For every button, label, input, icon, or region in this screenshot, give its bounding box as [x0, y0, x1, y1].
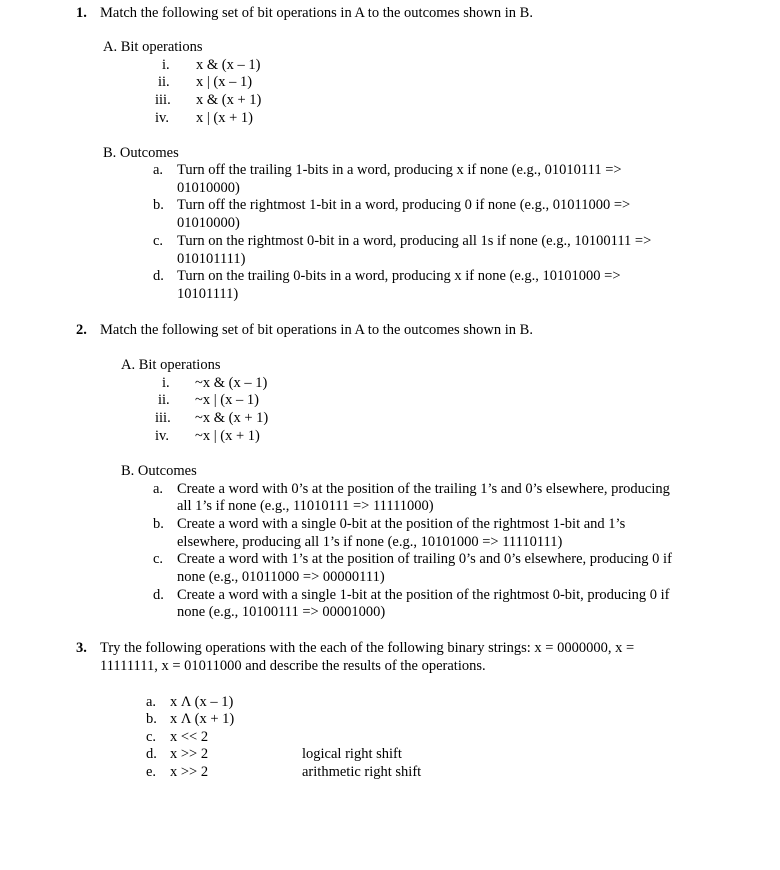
- q3-item-expr: x Λ (x – 1): [170, 694, 234, 710]
- q1-b-heading: B. Outcomes: [103, 145, 179, 161]
- q1-outcome-text: Turn on the rightmost 0-bit in a word, producing all 1s if none (e.g., 10100111 =>: [177, 233, 652, 249]
- q1-outcome-label: c.: [153, 233, 164, 249]
- q2-outcome-label: b.: [153, 516, 164, 532]
- q1-op-label: ii.: [158, 74, 170, 90]
- q2-op-expr: ~x | (x – 1): [195, 392, 259, 408]
- q2-outcome-text: Create a word with 0’s at the position of the trailing 1’s and 0’s elsewhere, producing: [177, 481, 670, 497]
- q2-number: 2.: [76, 322, 87, 338]
- q3-item-expr: x Λ (x + 1): [170, 711, 235, 727]
- q2-op-label: ii.: [158, 392, 170, 408]
- q3-item-label: b.: [146, 711, 157, 727]
- q3-item-note: arithmetic right shift: [302, 764, 422, 780]
- q2-b-heading: B. Outcomes: [121, 463, 197, 479]
- q1-outcome-label: a.: [153, 162, 164, 178]
- q1-a-heading: A. Bit operations: [103, 39, 203, 55]
- q1-op-expr: x & (x – 1): [196, 57, 261, 73]
- q1-op-label: iii.: [155, 92, 171, 108]
- q3-item-label: c.: [146, 729, 157, 745]
- q1-outcome-text-cont: 01010000): [177, 215, 240, 231]
- q3-item-expr: x >> 2: [170, 746, 209, 762]
- q1-op-expr: x | (x – 1): [196, 74, 253, 90]
- q1-op-label: i.: [162, 57, 170, 73]
- q2-op-expr: ~x & (x – 1): [195, 375, 268, 391]
- q2-outcome-text-cont: none (e.g., 10100111 => 00001000): [177, 604, 386, 620]
- q3-item-label: a.: [146, 694, 157, 710]
- q2-outcome-text-cont: elsewhere, producing all 1’s if none (e.g., 10101000 => 11110111): [177, 534, 563, 550]
- q2-op-label: iv.: [155, 428, 169, 444]
- q3-item-label: d.: [146, 746, 157, 762]
- q1-op-label: iv.: [155, 110, 169, 126]
- q2-outcome-text: Create a word with 1’s at the position of trailing 0’s and 0’s elsewhere, producing 0 if: [177, 551, 672, 567]
- q3-item-expr: x >> 2: [170, 764, 209, 780]
- q1-outcome-text-cont: 10101111): [177, 286, 239, 302]
- q3-item-expr: x << 2: [170, 729, 209, 745]
- q2-outcome-label: a.: [153, 481, 164, 497]
- q3-item-note: logical right shift: [302, 746, 402, 762]
- q1-outcome-text: Turn off the trailing 1-bits in a word, producing x if none (e.g., 01010111 =>: [177, 162, 622, 178]
- q2-op-expr: ~x | (x + 1): [195, 428, 260, 444]
- q2-outcome-label: d.: [153, 587, 164, 603]
- q2-title: Match the following set of bit operations in A to the outcomes shown in B.: [100, 322, 533, 338]
- q1-outcome-label: b.: [153, 197, 164, 213]
- q1-outcome-text-cont: 01010000): [177, 180, 240, 196]
- q2-outcome-text-cont: all 1’s if none (e.g., 11010111 => 11111000): [177, 498, 434, 514]
- q3-item-label: e.: [146, 764, 157, 780]
- q1-outcome-text: Turn off the rightmost 1-bit in a word, producing 0 if none (e.g., 01011000 =>: [177, 197, 631, 213]
- q2-a-heading: A. Bit operations: [121, 357, 221, 373]
- q2-outcome-label: c.: [153, 551, 164, 567]
- q3-text-cont: 11111111, x = 01011000 and describe the results of the operations.: [100, 658, 486, 674]
- q2-op-label: iii.: [155, 410, 171, 426]
- q1-outcome-label: d.: [153, 268, 164, 284]
- q2-outcome-text: Create a word with a single 1-bit at the position of the rightmost 0-bit, producing 0 if: [177, 587, 670, 603]
- q2-outcome-text: Create a word with a single 0-bit at the position of the rightmost 1-bit and 1’s: [177, 516, 626, 532]
- q1-outcome-text-cont: 010101111): [177, 251, 246, 267]
- q1-number: 1.: [76, 5, 87, 21]
- q2-outcome-text-cont: none (e.g., 01011000 => 00000111): [177, 569, 385, 585]
- q3-text: Try the following operations with the each of the following binary strings: x = 0000000, x =: [100, 640, 635, 656]
- q2-op-expr: ~x & (x + 1): [195, 410, 269, 426]
- q1-op-expr: x & (x + 1): [196, 92, 262, 108]
- q1-outcome-text: Turn on the trailing 0-bits in a word, producing x if none (e.g., 10101000 =>: [177, 268, 621, 284]
- q1-op-expr: x | (x + 1): [196, 110, 253, 126]
- q2-op-label: i.: [162, 375, 170, 391]
- q3-number: 3.: [76, 640, 87, 656]
- q1-title: Match the following set of bit operations in A to the outcomes shown in B.: [100, 5, 533, 21]
